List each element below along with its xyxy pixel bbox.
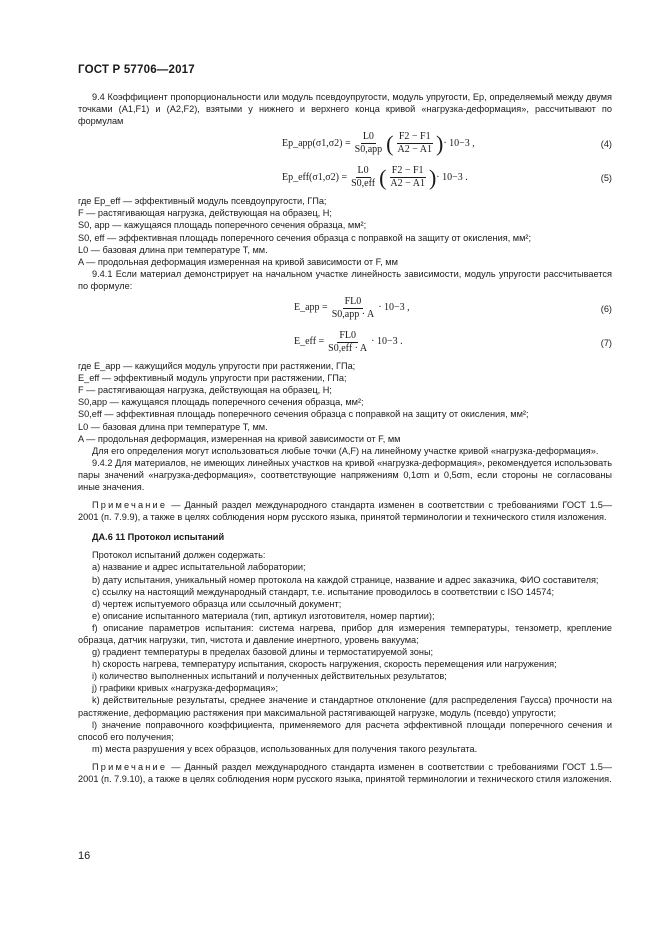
eq7-denominator: S0,eff · A — [328, 343, 368, 355]
eq5-denominator: S0,eff — [351, 178, 376, 190]
equation-6 — [78, 292, 612, 326]
def2-line: S0,app — кажущаяся площадь поперечного сечения образца, мм²; — [78, 397, 364, 408]
def2-line: L0 — базовая длина при температуре T, мм. — [78, 421, 268, 432]
document-body — [78, 91, 612, 785]
eq5-inner-denominator: A2 − A1 — [390, 178, 425, 190]
def1-line: F — растягивающая нагрузка, действующая на образец, Н; — [78, 208, 332, 219]
document-code-header: ГОСТ Р 57706—2017 — [78, 64, 195, 76]
paragraph-9-4: 9.4 Коэффициент пропорциональности или модуль псевдоупругости, модуль упругости, Ep, определяемый между двумя точками (A1,F1) и (A2,F2), взятыми у нижнего и верхнего конца кривой «нагрузка-деформация», рассчитывают по формулам — [78, 92, 612, 127]
protocol-item: k) действительные результаты, среднее значение и стандартное отклонение (для распределения Гаусса) прочности на растяжение, деформацию растяжения при максимальной растягивающей нагрузке, модуль (псевдо) упругости; — [78, 695, 612, 718]
eq6-number: (6) — [600, 304, 612, 315]
def2-line: S0,eff — эффективная площадь поперечного сечения образца с поправкой на защиту от окисления, мм²; — [78, 409, 529, 420]
eq6-denominator: S0,app · A — [331, 309, 375, 321]
page-number: 16 — [78, 850, 91, 862]
note-2 — [78, 761, 612, 785]
equation-5: Ep_eff(σ1,σ2) = $\frac{L0}{\text{S0,eff}}$ ( $\frac{F2 - F1}{A2 - A1}$ ) · 10−3 . (5) — [282, 164, 612, 190]
equation-7 — [78, 326, 612, 360]
protocol-item: h) скорость нагрева, температуру испытания, скорость нагружения, скорость перемещения или нагружения; — [92, 659, 557, 670]
eq4-numerator: L0 — [362, 131, 374, 143]
def2-line: A — продольная деформация, измеренная на кривой зависимости от F, мм — [78, 433, 401, 444]
eq4-tail: · 10−3 , — [443, 137, 475, 149]
eq4-lhs: Ep_app(σ1,σ2) = — [282, 137, 351, 149]
protocol-item: g) градиент температуры в пределах базовой длины и термостатируемой зоны; — [92, 647, 434, 658]
section-title: ДА.6 11 Протокол испытаний — [92, 532, 225, 543]
protocol-item: b) дату испытания, уникальный номер протокола на каждой странице, название и адрес заказчика, ФИО составителя; — [92, 574, 599, 585]
def1-line: где Ep_eff — эффективный модуль псевдоупругости, ГПа; — [78, 196, 327, 207]
note-1 — [78, 499, 612, 523]
eq7-tail: · 10−3 . — [371, 336, 403, 348]
def1-line: A — продольная деформация измеренная на кривой зависимости от F, мм — [78, 256, 398, 267]
equation-4: Ep_app(σ1,σ2) = $\frac{L0}{\text{S0,app}}$ ( $\frac{F2 - F1}{A2 - A1}$ ) · 10−3 , (4) — [282, 130, 612, 156]
eq4-number: (4) — [600, 139, 612, 150]
protocol-item: e) описание испытанного материала (тип, артикул изготовителя, номер партии); — [92, 610, 435, 621]
paragraph-any-points: Для его определения могут использоваться любые точки (A,F) на линейному участке кривой «нагрузка-деформация». — [92, 445, 599, 456]
eq5-numerator: L0 — [357, 165, 369, 177]
protocol-item: а) название и адрес испытательной лаборатории; — [92, 562, 306, 573]
def1-line: S0, app — кажущаяся площадь поперечного сечения образца, мм²; — [78, 220, 367, 231]
protocol-item: j) графики кривых «нагрузка-деформация»; — [92, 683, 279, 694]
def2-line: E_eff — эффективный модуль упругости при растяжении, ГПа; — [78, 373, 347, 384]
eq6-lhs: E_app = — [294, 302, 328, 314]
eq5-tail: · 10−3 . — [436, 171, 468, 183]
eq5-lhs: Ep_eff(σ1,σ2) = — [282, 171, 348, 183]
note-1-text: — Данный раздел международного стандарта изменен в соответствии с требованиями ГОСТ 1.5—2001 (п. 7.9.9), а также в целях соблюдения норм русского языка, принятой терминологии и технического стиля изложения. — [78, 500, 612, 523]
note-2-text: — Данный раздел международного стандарта изменен в соответствии с требованиями ГОСТ 1.5—2001 (п. 7.9.10), а также в целях соблюдения норм русского языка, принятой терминологии и технического стиля изложения. — [78, 761, 612, 785]
protocol-item: l) значение поправочного коэффициента, применяемого для расчета эффективной площади поперечного сечения и способ его получения; — [78, 719, 612, 742]
protocol-item: d) чертеж испытуемого образца или ссылочный документ; — [92, 598, 342, 609]
eq4-inner-numerator: F2 − F1 — [398, 131, 431, 143]
protocol-intro: Протокол испытаний должен содержать: — [92, 550, 266, 561]
eq7-number: (7) — [600, 338, 612, 349]
eq7-numerator: FL0 — [339, 330, 356, 342]
protocol-item: m) места разрушения у всех образцов, использованных для получения такого результата. — [92, 743, 478, 754]
eq6-tail: · 10−3 , — [378, 302, 410, 314]
def1-line: L0 — базовая длина при температуре T, мм. — [78, 244, 268, 255]
protocol-item: f) описание параметров испытания: система нагрева, прибор для измерения температуры, тензометр, крепление образца, датчик нагрузки, тип, чистота и давление инертного, уровень вакуума; — [78, 622, 612, 645]
def2-line: где E_app — кажущийся модуль упругости при растяжении, ГПа; — [78, 361, 356, 372]
eq4-inner-denominator: A2 − A1 — [397, 144, 432, 156]
protocol-item: i) количество выполненных испытаний и полученных действительных результатов; — [92, 671, 447, 682]
protocol-item: c) ссылку на настоящий международный стандарт, т.е. испытание проводилось в соответствии с ISO 14574; — [92, 586, 554, 597]
paragraph-9-4-1: 9.4.1 Если материал демонстрирует на начальном участке линейность зависимости, модуль упругости рассчитывается по формуле: — [78, 268, 612, 291]
eq5-inner-numerator: F2 − F1 — [391, 165, 424, 177]
eq7-lhs: E_eff = — [294, 336, 325, 348]
def2-line: F — растягивающая нагрузка, действующая на образец, Н; — [78, 385, 332, 396]
note-2-label: Примечание — [92, 761, 168, 772]
note-1-label: Примечание — [92, 500, 168, 511]
eq4-denominator: S0,app — [354, 144, 383, 156]
paragraph-9-4-2: 9.4.2 Для материалов, не имеющих линейных участков на кривой «нагрузка-деформация», рекомендуется использовать пары значений «нагрузка-деформация», соответствующие напряжениям 0,1σm и 0,5σm, если стороны не согласованы иные значения. — [78, 457, 612, 492]
eq6-numerator: FL0 — [344, 296, 362, 308]
def1-line: S0, eff — эффективная площадь поперечного сечения образца с поправкой на защиту от окисления, мм²; — [78, 232, 532, 243]
eq5-number: (5) — [600, 173, 612, 184]
